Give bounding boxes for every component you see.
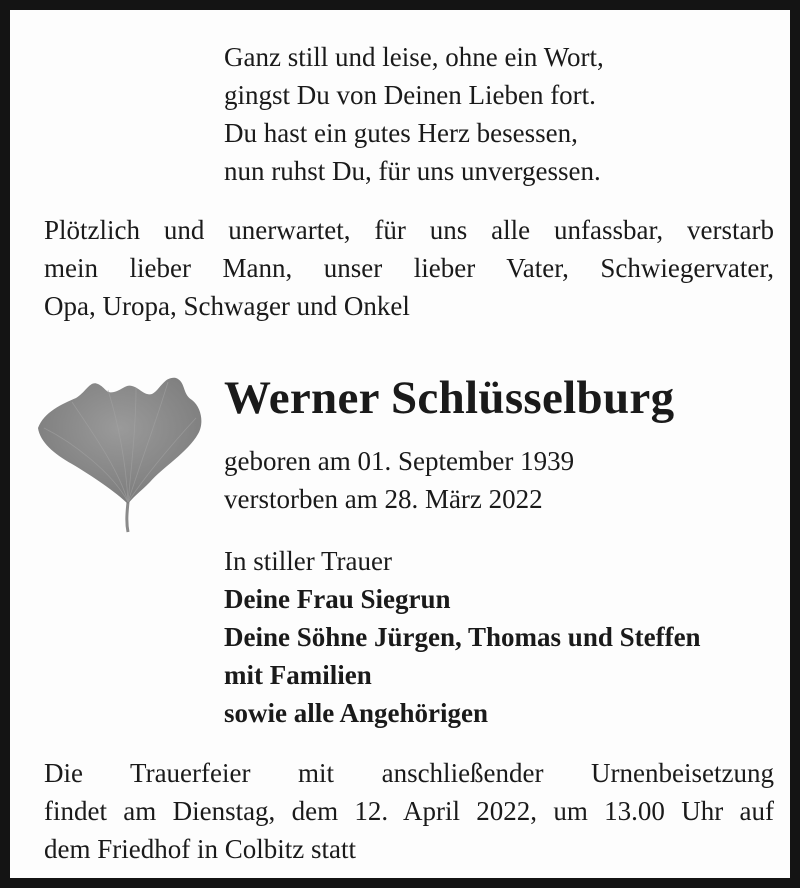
poem-line: Du hast ein gutes Herz besessen, — [224, 118, 578, 148]
death-date: verstorben am 28. März 2022 — [224, 484, 543, 514]
mourning-intro: In stiller Trauer — [224, 546, 392, 576]
life-dates — [224, 442, 574, 518]
poem-line: Ganz still und leise, ohne ein Wort, — [224, 42, 604, 72]
mourner-line: Deine Söhne Jürgen, Thomas und Steffen — [224, 622, 701, 652]
announcement-line: Opa, Uropa, Schwager und Onkel — [44, 291, 410, 321]
ginkgo-leaf-icon — [32, 372, 208, 542]
birth-date: geboren am 01. September 1939 — [224, 446, 575, 476]
poem-line: nun ruhst Du, für uns unvergessen. — [224, 156, 601, 186]
deceased-name: Werner Schlüsselburg — [224, 372, 675, 424]
poem — [224, 38, 604, 190]
mourner-line: sowie alle Angehörigen — [224, 698, 488, 728]
poem-line: gingst Du von Deinen Lieben fort. — [224, 80, 596, 110]
service-line: Die Trauerfeier mit anschließender Urnenbeisetzung — [44, 758, 774, 788]
mourner-line: mit Familien — [224, 660, 372, 690]
announcement-line: Plötzlich und unerwartet, für uns alle unfassbar, verstarb — [44, 215, 774, 245]
service-line: dem Friedhof in Colbitz statt — [44, 834, 356, 864]
mourner-line: Deine Frau Siegrun — [224, 584, 451, 614]
funeral-service-info — [44, 754, 774, 868]
announcement-line: mein lieber Mann, unser lieber Vater, Schwiegervater, — [44, 253, 774, 283]
mourners — [224, 542, 701, 732]
announcement-text — [44, 211, 774, 325]
service-line: findet am Dienstag, dem 12. April 2022, um 13.00 Uhr auf — [44, 796, 774, 826]
